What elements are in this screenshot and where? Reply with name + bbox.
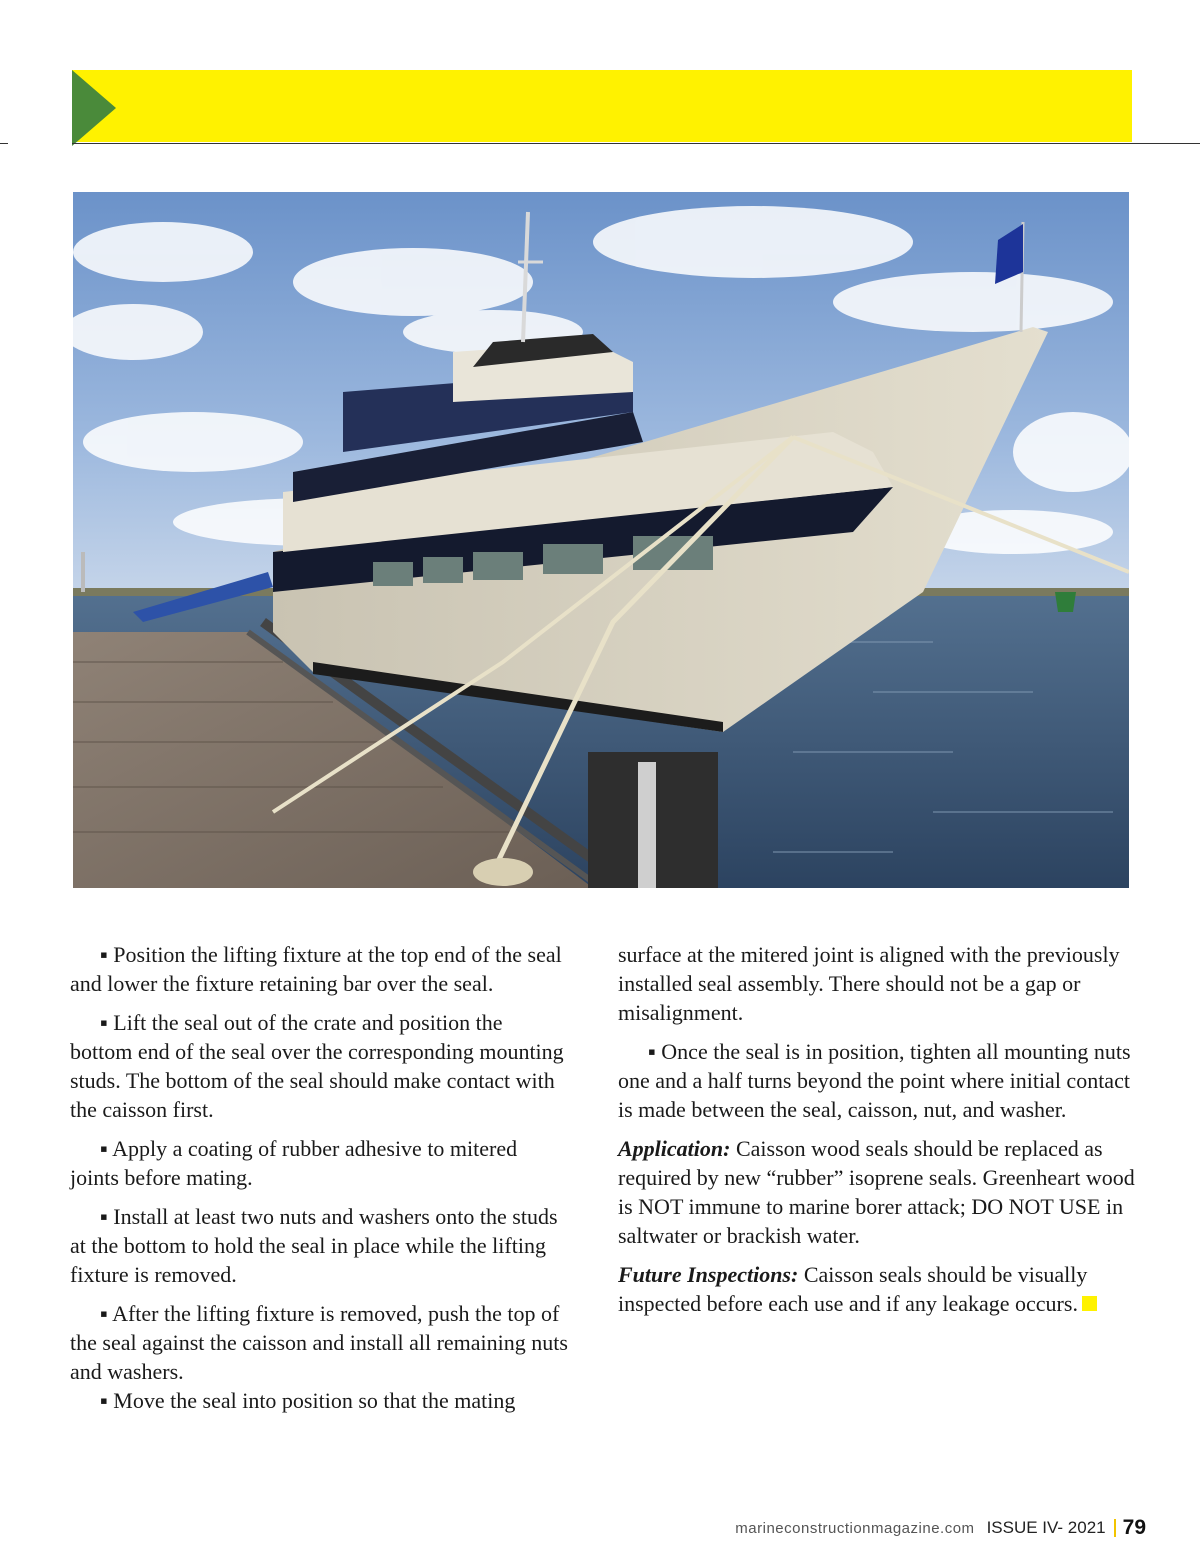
ship-photo bbox=[73, 192, 1129, 888]
application-label: Application: bbox=[618, 1136, 731, 1161]
section-arrow-icon bbox=[72, 70, 116, 146]
future-inspections-paragraph bbox=[618, 1260, 1138, 1318]
instruction-step: ▪ Lift the seal out of the crate and position the bottom end of the seal over the corresponding mounting studs. The bottom of the seal should make contact with the caisson first. bbox=[70, 1010, 564, 1122]
future-inspections-label: Future Inspections: bbox=[618, 1262, 799, 1287]
end-mark-icon bbox=[1082, 1296, 1097, 1311]
instruction-step: ▪ Move the seal into position so that the mating bbox=[100, 1388, 516, 1413]
left-text-column bbox=[70, 940, 570, 1425]
footer-divider bbox=[1114, 1519, 1116, 1537]
instruction-continuation: surface at the mitered joint is aligned with the previously installed seal assembly. There should not be a gap or misalignment. bbox=[618, 942, 1120, 1025]
right-text-column bbox=[618, 940, 1138, 1328]
footer-site: marineconstructionmagazine.com bbox=[735, 1519, 975, 1537]
header-rule-stub bbox=[0, 143, 8, 144]
instruction-step: ▪ Apply a coating of rubber adhesive to mitered joints before mating. bbox=[70, 1136, 518, 1190]
section-header-bar bbox=[72, 70, 1132, 142]
instruction-step: ▪ After the lifting fixture is removed, push the top of the seal against the caisson and install all remaining nuts and washers. bbox=[70, 1301, 568, 1384]
instruction-step: ▪ Once the seal is in position, tighten all mounting nuts one and a half turns beyond the point where initial contact is made between the seal, caisson, nut, and washer. bbox=[618, 1039, 1131, 1122]
instruction-step: ▪ Install at least two nuts and washers onto the studs at the bottom to hold the seal in place while the lifting fixture is removed. bbox=[70, 1204, 558, 1287]
footer-issue: ISSUE IV- 2021 bbox=[986, 1518, 1106, 1537]
header-rule bbox=[72, 143, 1200, 144]
application-text: Caisson wood seals should be replaced as required by new “rubber” isoprene seals. Greenheart wood is NOT immune to marine borer attack; DO NOT USE in saltwater or brackish water. bbox=[618, 1136, 1135, 1248]
future-inspections-text: Caisson seals should be visually inspected before each use and if any leakage occurs. bbox=[618, 1262, 1088, 1316]
page-footer bbox=[735, 1515, 1146, 1541]
instruction-step: ▪ Position the lifting fixture at the top end of the seal and lower the fixture retaining bar over the seal. bbox=[70, 942, 562, 996]
page-number: 79 bbox=[1122, 1516, 1146, 1539]
application-paragraph bbox=[618, 1134, 1138, 1250]
